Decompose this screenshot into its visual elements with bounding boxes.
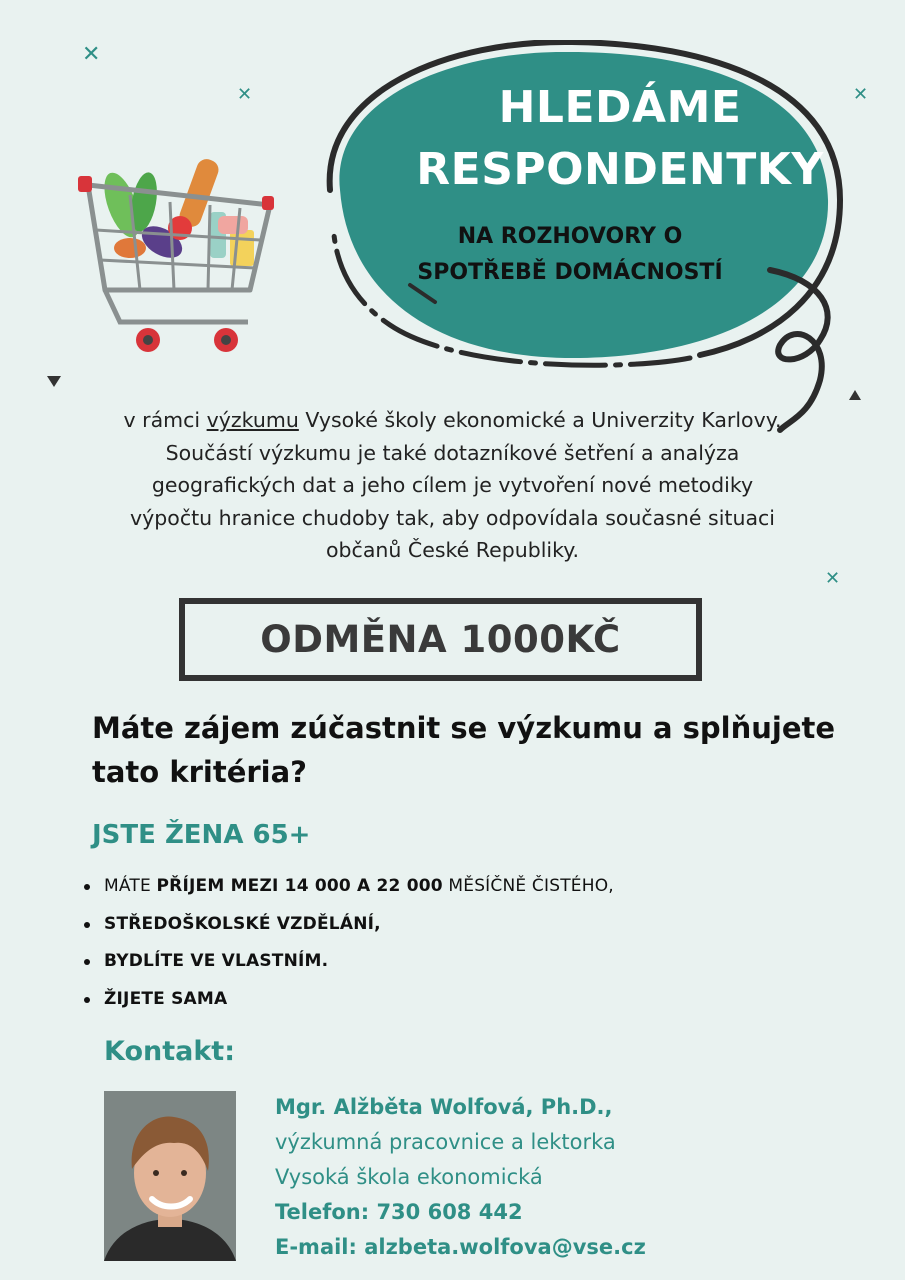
subtitle-line-1: NA ROZHOVORY O — [457, 224, 683, 249]
title-line-1: HLEDÁME — [498, 82, 742, 133]
triangle-decoration-icon — [47, 376, 61, 387]
intro-rest: Vysoké školy ekonomické a Univerzity Karlovy. Součástí výzkumu je také dotazníkové šetření a analýza geografických dat a jeho cílem je vytvoření nové metodiky výpočtu hranice chudoby tak, aby odpovídala současné situaci občanů České Republiky. — [130, 408, 782, 562]
criteria-item-bold: PŘÍJEM MEZI 14 000 A 22 000 — [156, 876, 443, 896]
contact-details — [275, 1090, 875, 1265]
criteria-item-text: MĚSÍČNĚ ČISTÉHO, — [442, 876, 614, 896]
criteria-item-bold: ŽIJETE SAMA — [104, 988, 228, 1009]
list-item — [80, 943, 614, 981]
reward-box — [179, 598, 702, 681]
reward-text: ODMĚNA 1000KČ — [260, 618, 621, 661]
subtitle-line-2: SPOTŘEBĚ DOMÁCNOSTÍ — [417, 260, 723, 285]
contact-email: E-mail: alzbeta.wolfova@vse.cz — [275, 1235, 646, 1259]
list-item — [80, 906, 614, 944]
intro-underlined-word: výzkumu — [206, 408, 299, 432]
contact-name: Mgr. Alžběta Wolfová, Ph.D., — [275, 1095, 613, 1119]
list-item — [80, 981, 614, 1019]
cross-decoration-icon: ✕ — [237, 84, 253, 105]
criteria-item-bold: BYDLÍTE VE VLASTNÍM. — [104, 951, 329, 971]
contact-phone: Telefon: 730 608 442 — [275, 1200, 523, 1224]
list-item — [80, 868, 614, 906]
intro-paragraph — [110, 404, 795, 567]
criteria-item-text: MÁTE — [104, 876, 157, 896]
cross-decoration-icon: ✕ — [853, 84, 869, 105]
shopping-cart-icon — [70, 150, 280, 360]
contact-photo — [104, 1091, 236, 1261]
contact-heading: Kontakt: — [104, 1036, 236, 1067]
criteria-heading: JSTE ŽENA 65+ — [92, 820, 311, 850]
cross-decoration-icon: ✕ — [82, 42, 101, 67]
criteria-list — [80, 868, 614, 1018]
intro-prefix: v rámci — [123, 408, 207, 432]
cross-decoration-icon: ✕ — [825, 568, 841, 589]
contact-role: výzkumná pracovnice a lektorka — [275, 1130, 616, 1154]
criteria-item-bold: STŘEDOŠKOLSKÉ VZDĚLÁNÍ, — [104, 913, 381, 934]
question-heading: Máte zájem zúčastnit se výzkumu a splňujete tato kritéria? — [92, 711, 836, 789]
contact-institution: Vysoká škola ekonomická — [275, 1165, 543, 1189]
title-line-2: RESPONDENTKY — [416, 144, 824, 195]
